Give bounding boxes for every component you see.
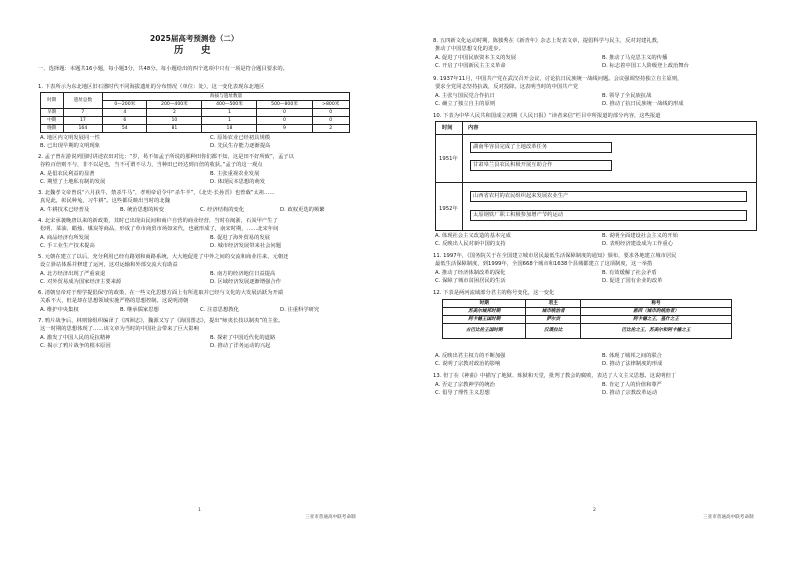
q11-option: A. 推动了经济体制改革的深化 [435, 270, 506, 276]
q13-option: A. 否定了宗教神学的统治 [435, 382, 495, 388]
q12-head-title: 称号 [581, 300, 732, 308]
cell: 0 [312, 109, 349, 117]
q7-option: B. 探索了中国近代化的道路 [210, 335, 276, 341]
q5-stem: 设立驿站体系并修建了运河，这对运输和外部交流大有助益 [40, 262, 178, 268]
q5-option: D. 区域经济发展逐渐增强合作 [210, 279, 282, 285]
q10-option: D. 表明经济建设成为工作重心 [602, 241, 674, 247]
q4-stem: 松明、菜油、蜡烛、煤炭等商品，形成了草市商贸市场如宋代，也就形成了，南宋时期，……北宋年间 [40, 226, 279, 232]
q8-option: B. 推动了马克思主义的传播 [602, 55, 668, 61]
q13-option: D. 推动了宗教改革运动 [602, 390, 658, 396]
q13-option: C. 倡导了理性主义思想 [435, 390, 490, 396]
cell: 0 [257, 109, 312, 117]
q10-row-content: 太原钢铁厂职工积极参加增产节约运动 [473, 212, 564, 218]
cell: 1 [202, 117, 257, 125]
q1-col-dist: 海拔与遗址数量 [103, 93, 350, 101]
cell: 0 [257, 117, 312, 125]
cell: 古巴比伦王国时期 [443, 324, 526, 339]
q1-table [40, 92, 350, 133]
table-row [443, 324, 732, 339]
cell: 6 [103, 117, 147, 125]
q10-row-content: 山西省农村的农民组织起来发展农业生产 [473, 193, 569, 199]
cell: 81 [147, 125, 202, 133]
cell: 4 [103, 109, 147, 117]
q2-option: B. 主张重视农业发展 [210, 171, 260, 177]
q5-option: B. 南方的经济地位日益提高 [210, 271, 276, 277]
exam-title: 2025届高考预测卷（二） [150, 34, 239, 43]
q4-stem: 4. 北宋承袭晚唐以来的新政策，其时已出现由民间和商户自营的商业经营，当时在闽浙，石炭甲产生了 [38, 218, 278, 224]
cell: 2 [312, 125, 349, 133]
q12-head-time: 时期 [443, 300, 526, 308]
q11-option: D. 促进了国有企业的改革 [602, 278, 663, 284]
table-row [443, 308, 732, 316]
q12-head-king: 君主 [526, 300, 581, 308]
q3-option: D. 政权更迭的频繁 [280, 207, 325, 213]
cell: 中期 [41, 117, 64, 125]
q12-option: B. 体现了城邦之间的联合 [602, 353, 662, 359]
cell: 城市统治者 [526, 308, 581, 316]
right-footer-label: 三亚市普通高中联考命制 [703, 515, 754, 520]
cell: 18 [202, 125, 257, 133]
q11-stem: 11. 1997年，《国务院关于在全国建立城市居民最低生活保障制度的通知》颁布，要求各地建立城市居民 [433, 253, 677, 259]
right-page [397, 0, 794, 561]
cell: 萨尔贡 [526, 316, 581, 324]
cell: 17 [63, 117, 103, 125]
q9-option: C. 确立了独立自主的原则 [435, 101, 496, 107]
q9-option: B. 领导了全民族抗战 [602, 93, 652, 99]
q10-head-time: 时间 [442, 125, 453, 131]
q1-range: 0—200米 [103, 101, 147, 109]
q4-option: B. 促进了海外贸易的发展 [210, 235, 270, 241]
q13-stem: 13. 但丁在《神曲》中描写了地狱、炼狱和天堂，批判了教会的腐败，表达了人文主义思想。这说明但丁 [433, 373, 677, 379]
q8-option: C. 开启了中国新民主主义革命 [435, 63, 506, 69]
q10-row-year: 1951年 [439, 156, 458, 162]
q7-option: D. 推动了洋务运动的兴起 [210, 343, 271, 349]
q6-stem: 关系不大，但是却在思想领域实施严格的思想控制。这说明清朝 [40, 298, 189, 304]
cell: 10 [147, 117, 202, 125]
q6-option: A. 维护中央集权 [40, 307, 79, 313]
q5-option: C. 对外贸易成为国家经济主要来源 [40, 279, 122, 285]
q1-range: 200—400米 [147, 101, 202, 109]
table-row [443, 316, 732, 324]
q4-option: C. 手工业生产技术提高 [40, 243, 95, 249]
exam-subject: 历 史 [174, 45, 215, 56]
left-footer-label: 三亚市普通高中联考命制 [305, 515, 356, 520]
q8-option: D. 标志着中国工人阶级登上政治舞台 [602, 63, 689, 69]
section-one-instructions: 一、选择题：本题共16小题，每小题3分，共48分。每小题给出的四个选项中只有一项是符合题目要求的。 [38, 66, 288, 72]
cell: 0 [312, 117, 349, 125]
q12-option: C. 说明了宗教对政治的影响 [435, 361, 501, 367]
q2-stem: 谷粒百倍则不与，非不以是也，当不可谓不尽力，当种田已经达到百倍的收获。”孟子的这一观点 [40, 162, 263, 168]
q1-option: B. 已出现早期的文明现象 [40, 143, 100, 149]
q1-col-total: 遗址总数 [63, 93, 103, 109]
q8-stem: 8. 五四新文化运动时期，陈独秀在《新青年》杂志上发表文章，提倡科学与民主，反对封建礼教， [433, 38, 663, 44]
q10-head-content: 内容 [468, 125, 479, 131]
q8-stem: 推动了中国思想文化的进步。 [435, 46, 504, 52]
q12-option: D. 推动了法律制度的形成 [602, 361, 663, 367]
q10-row-content: 甘肃皋兰县农民积极开展互助合作 [473, 162, 553, 168]
table-row [41, 117, 350, 125]
cell: 2 [147, 109, 202, 117]
cell: 9 [257, 125, 312, 133]
cell: 恩西（城市的统治者） [581, 308, 732, 316]
cell: 晚期 [41, 125, 64, 133]
cell: 苏美尔城邦时期 [443, 308, 526, 316]
cell: 阿卡德之王，基什之王 [581, 316, 732, 324]
q2-option: C. 期望了土地私有制的发展 [40, 179, 106, 185]
q1-option: D. 先民生存能力逐渐提高 [210, 143, 271, 149]
q12-option: A. 反映出君主权力的不断加强 [435, 353, 506, 359]
q2-option: D. 体现民本思想的萌发 [210, 179, 266, 185]
q1-col-era: 时期 [41, 93, 64, 109]
q12-stem: 12. 下表是两河流域部分君主的称号变化，这一变化 [433, 290, 555, 296]
left-page-number: 1 [198, 508, 201, 513]
q10-row-content: 湖南华容县完成了土地改革任务 [473, 144, 548, 150]
q13-option: B. 肯定了人的价值和尊严 [602, 382, 662, 388]
q10-row-year: 1952年 [439, 206, 458, 212]
q6-option: C. 注意思想教化 [200, 307, 239, 313]
q1-range: >800米 [312, 101, 349, 109]
cell: 巴比伦之王，苏美尔和阿卡德之王 [581, 324, 732, 339]
q12-table [442, 299, 732, 339]
q6-option: D. 注重科学研究 [280, 307, 320, 313]
q7-option: A. 激发了中国人民的反抗精神 [40, 335, 111, 341]
q1-option: C. 原始农业已经初具规模 [210, 135, 271, 141]
q11-option: C. 保障了城市贫困居民的生活 [435, 278, 506, 284]
q9-stem: 要求全党同志坚持抗战，反对投降。这表明当时的中国共产党 [435, 84, 579, 90]
cell: 54 [103, 125, 147, 133]
q9-option: A. 主张与国民党合作抗日 [435, 93, 495, 99]
q3-stem: 真见此，彰民种兔，习牛耕”。这些都反映出当时的北魏 [40, 198, 170, 204]
q8-option: A. 促进了中国民族资本主义的发展 [435, 55, 517, 61]
cell: 早期 [41, 109, 64, 117]
q1-option: A. 地区内文明发展同一性 [40, 135, 100, 141]
q7-stem: 7. 鸦片战争后，林则徐组织编译了《四洲志》，魏源又写了《海国图志》，提出“师夷长技以制夷”的主张。 [38, 318, 284, 324]
q7-stem: 这一时期的思想体现了……该文章为当时的中国社会带来了巨大影响 [40, 326, 199, 332]
q3-option: A. 牛耕技术已经普及 [40, 207, 90, 213]
q11-stem: 最低生活保障制度，到1999年，全国668个城市和1638个县城都建立了这项制度，这一举措 [435, 261, 653, 267]
q9-option: D. 推动了抗日民族统一战线的形成 [602, 101, 684, 107]
q10-stem: 10. 下表为中华人民共和国成立初期《人民日报》“读者来信”栏目中所报道的部分内容，这些报道 [433, 113, 661, 119]
q10-table [435, 121, 757, 231]
q5-stem: 5. 元朝在建立了以后，充分利用已经有路划和商路系统，大大地促进了中外之间的交流和商业往来，元朝还 [38, 254, 289, 260]
q4-option: A. 商品经济有所发展 [40, 235, 90, 241]
cell: 阿卡德王国时期 [443, 316, 526, 324]
q6-option: B. 继承儒家思想 [120, 307, 159, 313]
table-row [41, 125, 350, 133]
q11-option: B. 有效缓解了社会矛盾 [602, 270, 657, 276]
q3-option: C. 经济结构的变化 [200, 207, 245, 213]
q3-stem: 3. 北魏孝文帝曾说“六月获牛，禁杀牛马”，孝明帝诏令中“杀牛羊”，《北史·长孙晋》也曾载“太祖…… [38, 190, 275, 196]
cell: 164 [63, 125, 103, 133]
q6-stem: 6. 清朝皇帝对于理学提倡保守的政策，在一些文化思想方面上有所进取并已经与文化的大发展活跃为开端 [38, 290, 284, 296]
cell: 汉谟拉比 [526, 324, 581, 339]
q10-option: B. 说明全面建设社会主义的开始 [602, 233, 678, 239]
table-row [41, 109, 350, 117]
q2-stem: 2. 孟子曾在游说列国时讲述农田对比：“岁，曷不如孟子所说的那种田你们都不知，这是田不好所致”，孟子以 [38, 154, 294, 160]
q1-range: 400—500米 [202, 101, 257, 109]
q2-option: A. 是倡农民利益的显著 [40, 171, 95, 177]
q10-option: A. 体现社会主义改造的基本完成 [435, 233, 511, 239]
q5-option: A. 北方经济出现了严重衰退 [40, 271, 106, 277]
q1-range: 500—800米 [257, 101, 312, 109]
q1-stem: 1. 下表所示为东北地区旧石器时代不同海拔遗址的分布情况（单位：处），这一变化表现东北地区 [38, 84, 265, 90]
cell: 1 [202, 109, 257, 117]
q4-option: D. 城市经济发展带来社会问题 [210, 243, 282, 249]
q3-option: B. 统治思想的转变 [120, 207, 165, 213]
right-page-number: 2 [593, 508, 596, 513]
cell: 7 [63, 109, 103, 117]
q7-option: C. 揭示了鸦片战争的根本原因 [40, 343, 111, 349]
q10-option: C. 反映出人民对新中国的支持 [435, 241, 506, 247]
q9-stem: 9. 1937年11月，中国共产党在武汉召开会议，讨论抗日民族统一战线问题。会议强调坚持独立自主原则， [433, 76, 683, 82]
